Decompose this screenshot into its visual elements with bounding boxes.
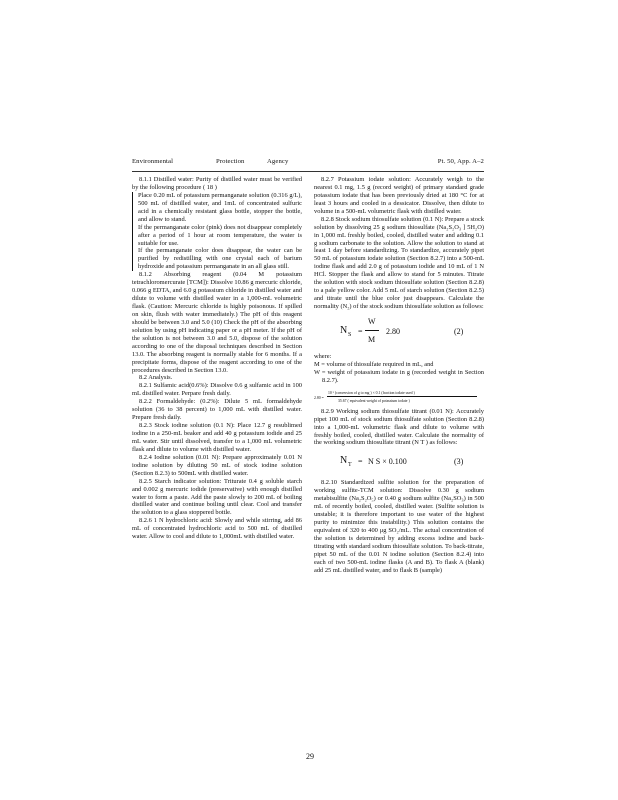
paragraph-8-2-5: 8.2.5 Starch indicator solution: Triturate 0.4 g soluble starch and 0.002 g mercuric iodide (preservative) with enough distilled water to form a paste. Add the paste slowly to 200 mL of boiling distilled water and continue boiling until clear. Cool and transfer the solution to a glass stoppered bottle.: [132, 477, 302, 517]
paragraph-8-2-3: 8.2.3 Stock iodine solution (0.1 N): Place 12.7 g resublimed iodine in a 250-mL beaker and add 40 g potassium iodide and 25 mL water. Stir until dissolved, transfer to a 1,000 mL volumetric flask and dilute to volume with distilled water.: [132, 422, 302, 453]
eq2-lhs: N: [340, 324, 348, 336]
eq2-multiplier: 2.80: [386, 326, 400, 336]
bullet-step-1: Place 0.20 mL of potassium permanganate solution (0.316 g/L), 500 mL of distilled water, and 1mL of concentrated sulfuric acid in a chemically resistant glass bottle, stopper the bottle, and allow to stand.: [132, 192, 302, 224]
eq2-numerator: W: [368, 316, 376, 326]
running-header: [132, 158, 484, 170]
paragraph-8-2-9: 8.2.9 Working sodium thiosulfate titrant (0.01 N): Accurately pipet 100 mL of stock sodium thiosulfate solution (Section 8.2.8) into a 1,000-mL volumetric flask and dilute to volume with freshly boiled, cooled, distilled water. Calculate the normality of the working sodium thiosulfate titrant (N T ) as follows:: [314, 407, 484, 447]
where-label: where:: [314, 352, 332, 360]
header-center-1: Protection: [216, 158, 245, 165]
eq2-equals: =: [358, 326, 363, 336]
page-number: 29: [306, 752, 314, 761]
header-center-2: Agency: [267, 158, 289, 165]
eq2-denominator: M: [368, 334, 376, 344]
constant-denominator: 35.67 ( equivalent weight of potassium iodate ): [338, 398, 410, 403]
bullet-step-2: If the permanganate color (pink) does not disappear completely after a period of 1 hour at room temperature, the water is suitable for use.: [132, 224, 302, 248]
definition-m: M = volume of thiosulfate required in mL, and: [314, 360, 434, 368]
eq2-fraction-bar: [365, 330, 379, 331]
eq3-lhs: N: [340, 455, 348, 467]
definition-w: W = weight of potassium iodate in g (recorded weight in Section 8.2.7).: [314, 368, 484, 384]
eq2-lhs-subscript: S: [348, 331, 352, 338]
right-column: [314, 176, 484, 575]
eq3-number: (3): [454, 457, 464, 467]
heading-8-2: 8.2 Analysis.: [139, 374, 173, 382]
constant-lhs: 2.80 =: [314, 395, 324, 400]
header-right: Pt. 50, App. A–2: [437, 158, 484, 165]
paragraph-8-1-2: 8.1.2 Absorbing reagent (0.04 M potassium tetrachloromercurate [TCM]): Dissolve 10.86 g mercuric chloride, 0.066 g EDTA, and 6.0 g potassium chloride in distilled water and dilute to volume with distilled water in a 1,000-mL volumetric flask. (Caution: Mercuric chloride is highly poisonous. If spilled on skin, flush with water immediately.) The pH of this reagent should be between 3.0 and 5.0 (10) Check the pH of the absorbing solution by using pH indicating paper or a pH meter. If the pH of the solution is not between 3.0 and 5.0, dispose of the solution according to one of the disposal techniques described in Section 13.0. The absorbing reagent is normally stable for 6 months. If a precipitate forms, dispose of the reagent according to one of the procedures described in Section 13.0.: [132, 271, 303, 374]
paragraph-8-2-2: 8.2.2 Formaldehyde: (0.2%): Dilute 5 mL formaldehyde solution (36 to 38 percent) to 1,000 mL with distilled water. Prepare fresh daily.: [132, 398, 302, 422]
eq2-number: (2): [454, 326, 464, 336]
eq3-equals: =: [358, 457, 363, 467]
paragraph-8-2-4: 8.2.4 Iodine solution (0.01 N): Prepare approximately 0.01 N iodine solution by diluting 50 mL of stock iodine solution (Section 8.2.3) to 500mL with distilled water.: [132, 453, 302, 477]
eq3-rhs: N S × 0.100: [368, 457, 407, 467]
header-rule: [132, 171, 484, 172]
constant-derivation: [314, 388, 484, 406]
constant-fraction-bar: [327, 396, 477, 397]
equation-3: [314, 451, 484, 475]
paragraph-8-2-8: 8.2.8 Stock sodium thiosulfate solution (0.1 N): Prepare a stock solution by dissolving 25 g sodium thiosulfate (Na₂S₂O₃ ] 5H₂O) in 1,000 mL freshly boiled, cooled, distilled water and adding 0.1 g sodium carbonate to the solution. Allow the solution to stand at least 1 day before standardizing. To standardize, accurately pipet 50 mL of potassium iodate solution (Section 8.2.7) into a 500-mL iodine flask and add 2.0 g of potassium iodide and 10 mL of 1 N HCl. Stopper the flask and allow to stand for 5 minutes. Titrate the solution with stock sodium thiosulfate solution (Section 8.2.8) to a pale yellow color. Add 5 mL of starch solution (Section 8.2.5) and titrate until the blue color just disappears. Calculate the normality (N₂) of the stock sodium thiosulfate solution as follows:: [314, 215, 484, 310]
eq3-lhs-subscript: T: [348, 462, 352, 469]
bullet-step-3: If the permanganate color does disappear, the water can be purified by redistilling with one crystal each of barium hydroxide and potassium permanganate in an all glass still.: [132, 247, 302, 271]
paragraph-8-1-1: 8.1.1 Distilled water: Purity of distilled water must be verified by the following procedure ( 18 ): [132, 176, 302, 191]
header-left: Environmental: [132, 158, 174, 165]
equation-2: [314, 315, 484, 349]
paragraph-8-2-10: 8.2.10 Standardized sulfite solution for the preparation of working sulfite-TCM solution: Dissolve 0.30 g sodium metabisulfite (Na₂S₂O₅) or 0.40 g sodium sulfite (Na₂SO₃) in 500 mL of recently boiled, cooled, distilled water. (Sulfite solution is unstable; it is therefore important to use water of the highest purity to minimize this instability.) This solution contains the equivalent of 320 to 400 μg SO₂/mL. The actual concentration of the solution is determined by adding excess iodine and back-titrating with standard sodium thiosulfate solution. To back-titrate, pipet 50 mL of the 0.01 N iodine solution (Section 8.2.4) into each of two 500-mL iodine flasks (A and B). To flask A (blank) add 25 mL distilled water, and to flask B (sample): [314, 479, 484, 574]
left-column: [132, 176, 302, 541]
paragraph-8-2-6: 8.2.6 1 N hydrochloric acid: Slowly and while stirring, add 86 mL of concentrated hydrochloric acid to 500 mL of distilled water. Allow to cool and dilute to 1,000mL with distilled water.: [132, 517, 302, 541]
constant-numerator: 10 ³ (conversion of g to mg ) × 0.1 (fraction iodate used ): [328, 390, 415, 395]
paragraph-8-2-7: 8.2.7 Potassium iodate solution: Accurately weigh to the nearest 0.1 mg, 1.5 g (record weight) of primary standard grade potassium iodate that has been previously dried at 180 °C for at least 3 hours and cooled in a dessicator. Dissolve, then dilute to volume in a 500-mL volumetric flask with distilled water.: [314, 176, 484, 215]
paragraph-8-2-1: 8.2.1 Sulfamic acid(0.6%): Dissolve 0.6 g sulfamic acid in 100 mL distilled water. Perpare fresh daily.: [132, 382, 302, 398]
